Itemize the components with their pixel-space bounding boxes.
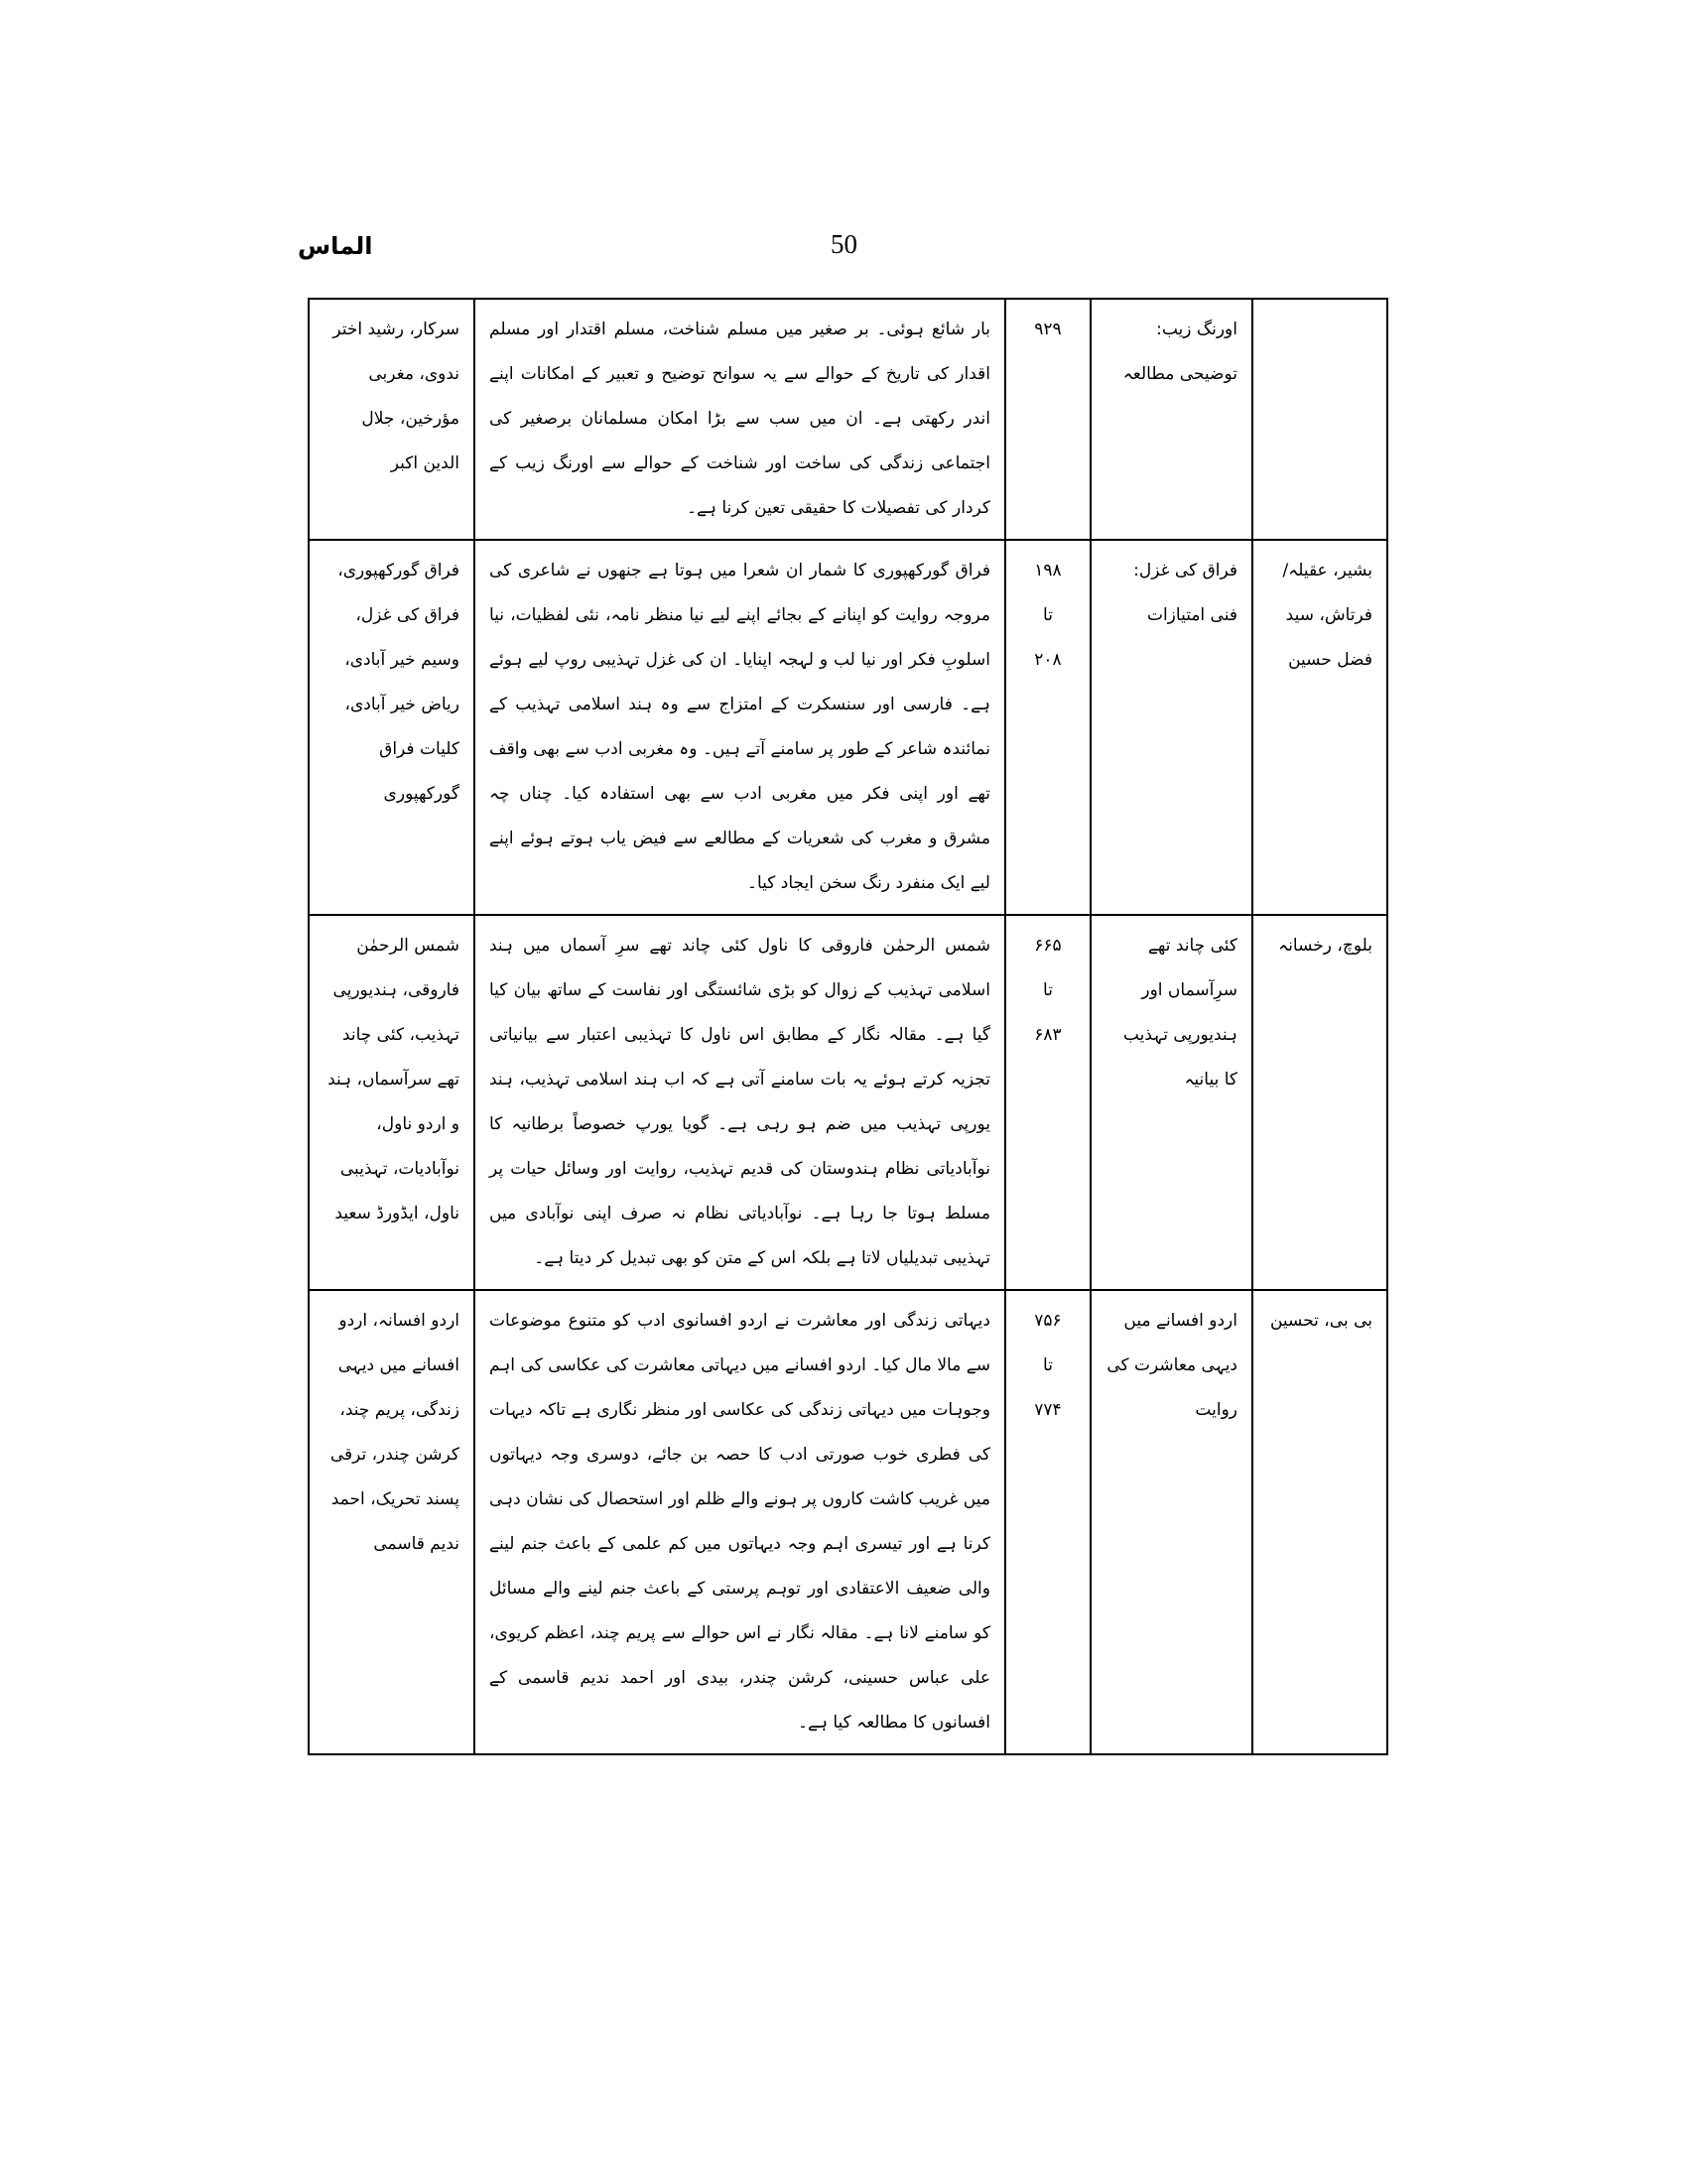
journal-name: الماس <box>298 232 373 260</box>
pages-separator: تا <box>1043 1355 1053 1375</box>
pages-separator: تا <box>1043 605 1053 625</box>
author-cell: بی بی، تحسین <box>1252 1290 1387 1754</box>
keywords-cell: شمس الرحمٰن فاروقی، ہندیورپی تہذیب، کئی چاند تھے سرآسماں، ہند و اردو ناول، نوآبادیات، تہذیبی ناول، ایڈورڈ سعید <box>309 915 474 1290</box>
keywords-cell: فراق گورکھپوری، فراق کی غزل، وسیم خیر آبادی، ریاض خیر آبادی، کلیات فراق گورکھپوری <box>309 540 474 915</box>
keywords-cell: اردو افسانہ، اردو افسانے میں دیہی زندگی، پریم چند، کرشن چندر، ترقی پسند تحریک، احمد ندیم قاسمی <box>309 1290 474 1754</box>
title-cell: اورنگ زیب: توضیحی مطالعہ <box>1091 299 1252 540</box>
table-row <box>309 299 1387 540</box>
author-cell <box>1252 299 1387 540</box>
pages-cell <box>1005 915 1091 1290</box>
pages-value: ۹۲۹ <box>1034 320 1062 339</box>
abstract-cell: شمس الرحمٰن فاروقی کا ناول کئی چاند تھے سرِ آسماں میں ہند اسلامی تہذیب کے زوال کو بڑی شائستگی اور نفاست کے ساتھ بیان کیا گیا ہے۔ مقالہ نگار کے مطابق اس ناول کا تہذیبی اعتبار سے بیانیاتی تجزیہ کرتے ہوئے یہ بات سامنے آتی ہے کہ اب ہند اسلامی تہذیب، ہند یورپی تہذیب میں ضم ہو رہی ہے۔ گویا یورپ خصوصاً برطانیہ کا نوآبادیاتی نظام ہندوستان کی قدیم تہذیب، روایت اور وسائل حیات پر مسلط ہوتا جا رہا ہے۔ نوآبادیاتی نظام نہ صرف اپنی نوآبادی میں تہذیبی تبدیلیاں لاتا ہے بلکہ اس کے متن کو بھی تبدیل کر دیتا ہے۔ <box>474 915 1005 1290</box>
table-row <box>309 915 1387 1290</box>
pages-cell <box>1005 299 1091 540</box>
pages-value: ۱۹۸ <box>1034 561 1062 580</box>
pages-value: ۷۵۶ <box>1034 1311 1062 1331</box>
page-number: 50 <box>831 229 857 259</box>
author-cell: بشیر، عقیلہ/ فرتاش، سید فضل حسین <box>1252 540 1387 915</box>
pages-cell <box>1005 540 1091 915</box>
title-cell: کئی چاند تھے سرِآسماں اور ہندیورپی تہذیب کا بیانیہ <box>1091 915 1252 1290</box>
pages-value: ۲۰۸ <box>1034 650 1062 670</box>
pages-value: ۷۷۴ <box>1034 1400 1062 1420</box>
abstract-cell: بار شائع ہوئی۔ بر صغیر میں مسلم شناخت، مسلم اقتدار اور مسلم اقدار کی تاریخ کے حوالے سے یہ سوانح توضیح و تعبیر کے امکانات اپنے اندر رکھتی ہے۔ ان میں سب سے بڑا امکان مسلمانان برصغیر کی اجتماعی زندگی کی ساخت اور شناخت کے حوالے سے اورنگ زیب کے کردار کی تفصیلات کا حقیقی تعین کرنا ہے۔ <box>474 299 1005 540</box>
index-table <box>308 298 1388 1755</box>
keywords-cell: سرکار، رشید اختر ندوی، مغربی مؤرخین، جلال الدین اکبر <box>309 299 474 540</box>
pages-value: ۶۸۳ <box>1034 1025 1062 1045</box>
pages-value: ۶۶۵ <box>1034 936 1062 956</box>
abstract-cell: فراق گورکھپوری کا شمار ان شعرا میں ہوتا ہے جنھوں نے شاعری کی مروجہ روایت کو اپنانے کے بجائے اپنے لیے نیا منظر نامہ، نئی لفظیات، نیا اسلوبِ فکر اور نیا لب و لہجہ اپنایا۔ ان کی غزل تہذیبی روپ لیے ہوئے ہے۔ فارسی اور سنسکرت کے امتزاج سے وہ ہند اسلامی تہذیب کے نمائندہ شاعر کے طور پر سامنے آتے ہیں۔ وہ مغربی ادب سے بھی واقف تھے اور اپنی فکر میں مغربی ادب سے بھی استفادہ کیا۔ چناں چہ مشرق و مغرب کی شعریات کے مطالعے سے فیض یاب ہوتے ہوئے اپنے لیے ایک منفرد رنگ سخن ایجاد کیا۔ <box>474 540 1005 915</box>
title-cell: فراق کی غزل: فنی امتیازات <box>1091 540 1252 915</box>
table-row <box>309 540 1387 915</box>
author-cell: بلوچ، رخسانہ <box>1252 915 1387 1290</box>
abstract-cell: دیہاتی زندگی اور معاشرت نے اردو افسانوی ادب کو متنوع موضوعات سے مالا مال کیا۔ اردو افسانے میں دیہاتی معاشرت کی عکاسی کی اہم وجوہات میں دیہاتی زندگی کی عکاسی اور منظر نگاری ہے تاکہ دیہات کی فطری خوب صورتی ادب کا حصہ بن جائے، دوسری وجہ دیہاتوں میں غریب کاشت کاروں پر ہونے والے ظلم اور استحصال کی نشان دہی کرنا ہے اور تیسری اہم وجہ دیہاتوں میں کم علمی کے باعث جنم لینے والی ضعیف الاعتقادی اور توہم پرستی کے باعث جنم لینے والے مسائل کو سامنے لانا ہے۔ مقالہ نگار نے اس حوالے سے پریم چند، اعظم کریوی، علی عباس حسینی، کرشن چندر، بیدی اور احمد ندیم قاسمی کے افسانوں کا مطالعہ کیا ہے۔ <box>474 1290 1005 1754</box>
pages-separator: تا <box>1043 980 1053 1000</box>
pages-cell <box>1005 1290 1091 1754</box>
title-cell: اردو افسانے میں دیہی معاشرت کی روایت <box>1091 1290 1252 1754</box>
table-row <box>309 1290 1387 1754</box>
